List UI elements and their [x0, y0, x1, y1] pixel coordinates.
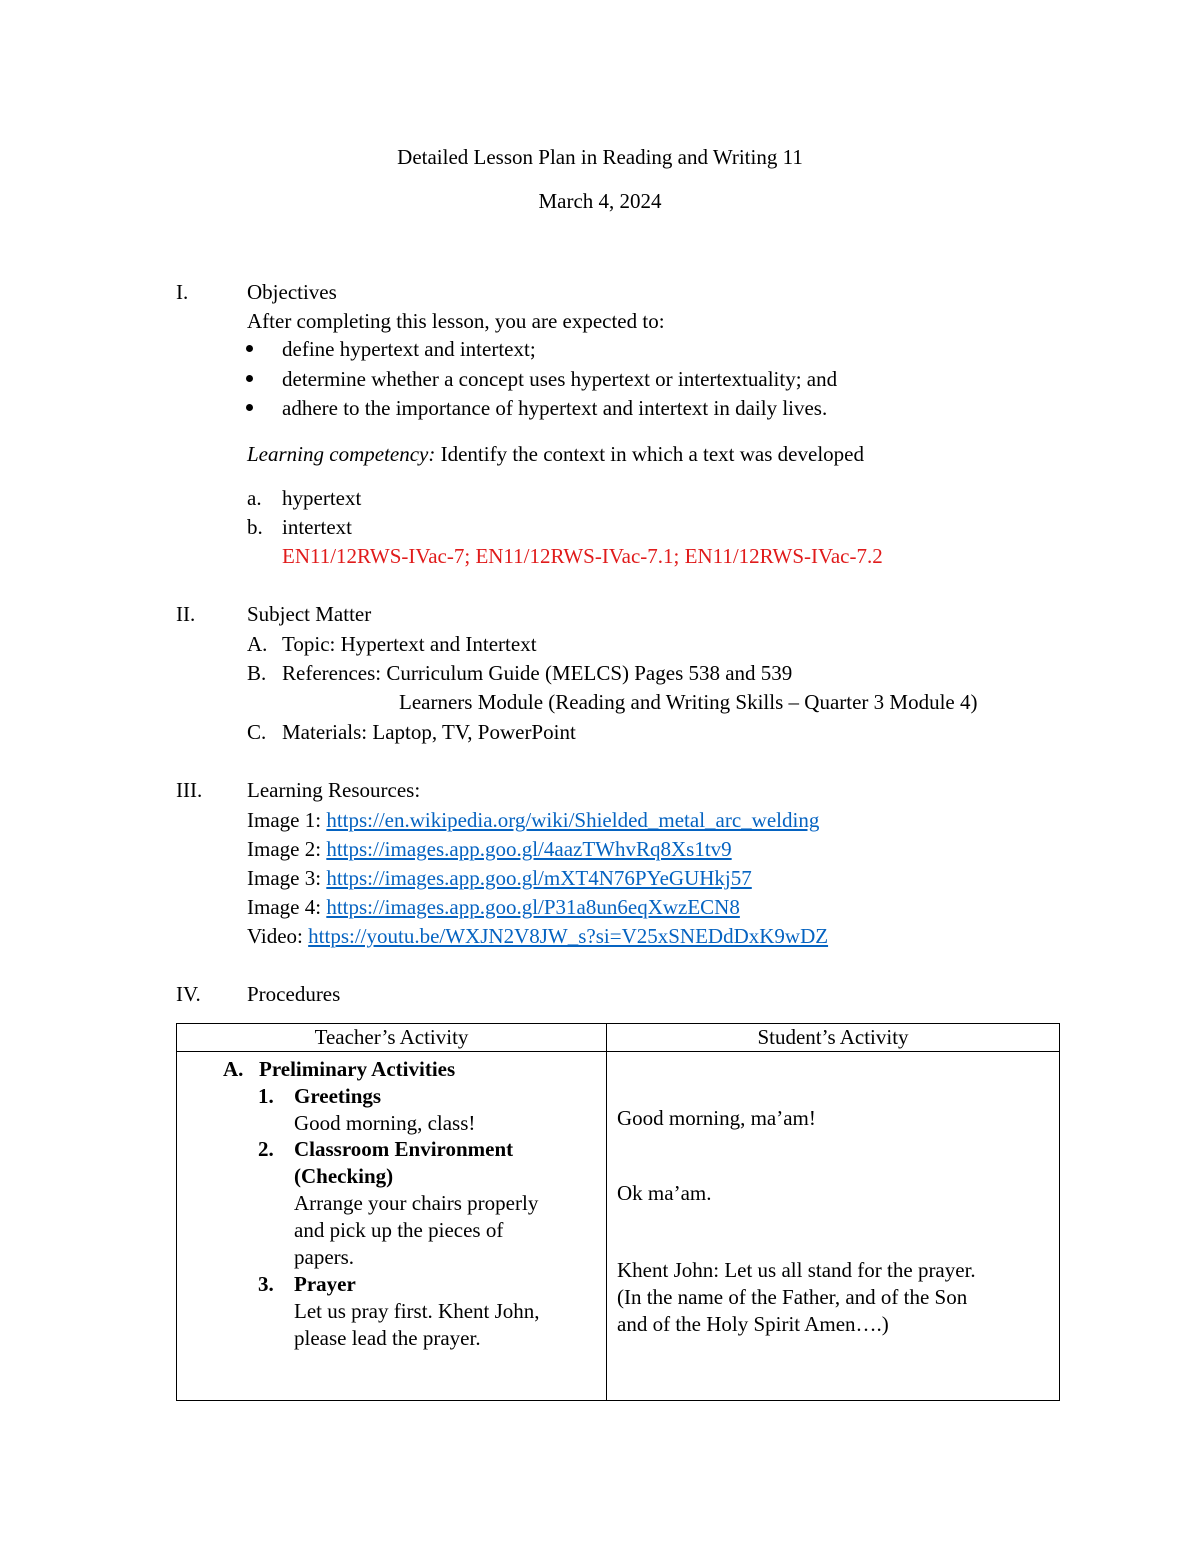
competency-item: hypertext — [282, 486, 362, 510]
resource-line — [247, 868, 752, 889]
resource-label: Video: — [247, 924, 309, 948]
subject-item: Materials: Laptop, TV, PowerPoint — [282, 720, 576, 744]
subject-item: Topic: Hypertext and Intertext — [282, 632, 537, 656]
resource-link[interactable]: https://youtu.be/WXJN2V8JW_s?si=V25xSNEDdDxK9wDZ — [308, 924, 829, 948]
objectives-intro: After completing this lesson, you are expected to: — [247, 309, 665, 333]
document-date: March 4, 2024 — [538, 189, 662, 213]
student-response: Good morning, ma’am! — [617, 1106, 816, 1130]
resource-label: Image 3: — [247, 866, 327, 890]
section-marker: A. — [223, 1057, 244, 1081]
teacher-activity-cell — [177, 1052, 607, 1401]
header-student-activity: Student’s Activity — [607, 1024, 1060, 1052]
step-number: 3. — [258, 1272, 274, 1296]
resource-line — [247, 897, 740, 918]
step-body: and pick up the pieces of — [294, 1218, 504, 1242]
student-activity-cell — [607, 1052, 1060, 1401]
objective-item: determine whether a concept uses hypertext or intertextuality; and — [282, 367, 838, 391]
subject-item-marker: B. — [247, 661, 267, 685]
step-body: Good morning, class! — [294, 1111, 476, 1135]
bullet-icon — [246, 345, 253, 352]
student-response: Khent John: Let us all stand for the prayer. — [617, 1258, 976, 1282]
step-body: Let us pray first. Khent John, — [294, 1299, 540, 1323]
competency-item: intertext — [282, 515, 352, 539]
student-response: and of the Holy Spirit Amen….) — [617, 1312, 889, 1336]
resource-line — [247, 926, 828, 947]
resource-line — [247, 810, 819, 831]
student-response: Ok ma’am. — [617, 1181, 712, 1205]
subject-item-continuation: Learners Module (Reading and Writing Skills – Quarter 3 Module 4) — [399, 690, 978, 714]
competency-item-marker: b. — [247, 515, 263, 539]
step-title: (Checking) — [294, 1164, 394, 1188]
competency-item-marker: a. — [247, 486, 262, 510]
section-numeral-subject-matter: II. — [176, 602, 196, 626]
section-heading-objectives: Objectives — [247, 280, 337, 304]
step-number: 2. — [258, 1137, 274, 1161]
resource-link[interactable]: https://images.app.goo.gl/4aazTWhvRq8Xs1tv9 — [326, 837, 732, 861]
student-response: (In the name of the Father, and of the Son — [617, 1285, 968, 1309]
objective-item: adhere to the importance of hypertext and intertext in daily lives. — [282, 396, 828, 420]
competency-text: Identify the context in which a text was developed — [435, 442, 864, 466]
competency-label: Learning competency: — [247, 442, 436, 466]
objective-item: define hypertext and intertext; — [282, 337, 536, 361]
bullet-icon — [246, 375, 253, 382]
header-teacher-activity: Teacher’s Activity — [177, 1024, 607, 1052]
section-title: Preliminary Activities — [259, 1057, 456, 1081]
table-header-row — [177, 1024, 1060, 1052]
step-body: papers. — [294, 1245, 355, 1269]
resource-label: Image 1: — [247, 808, 327, 832]
step-title: Classroom Environment — [294, 1137, 514, 1161]
subject-item-marker: A. — [247, 632, 268, 656]
resource-link[interactable]: https://en.wikipedia.org/wiki/Shielded_metal_arc_welding — [326, 808, 820, 832]
step-body: Arrange your chairs properly — [294, 1191, 539, 1215]
section-numeral-learning-resources: III. — [176, 778, 203, 802]
resource-line — [247, 839, 732, 860]
table-row — [177, 1052, 1060, 1401]
resource-label: Image 4: — [247, 895, 327, 919]
subject-item: References: Curriculum Guide (MELCS) Pages 538 and 539 — [282, 661, 793, 685]
step-title: Greetings — [294, 1084, 382, 1108]
step-number: 1. — [258, 1084, 274, 1108]
section-heading-subject-matter: Subject Matter — [247, 602, 372, 626]
document-title: Detailed Lesson Plan in Reading and Writing 11 — [397, 145, 803, 169]
subject-item-marker: C. — [247, 720, 267, 744]
resource-link[interactable]: https://images.app.goo.gl/P31a8un6eqXwzECN8 — [326, 895, 740, 919]
step-body: please lead the prayer. — [294, 1326, 481, 1350]
section-numeral-objectives: I. — [176, 280, 189, 304]
competency-codes: EN11/12RWS-IVac-7; EN11/12RWS-IVac-7.1; EN11/12RWS-IVac-7.2 — [282, 544, 883, 568]
section-heading-learning-resources: Learning Resources: — [247, 778, 421, 802]
procedures-table — [176, 1023, 1060, 1401]
section-heading-procedures: Procedures — [247, 982, 341, 1006]
resource-link[interactable]: https://images.app.goo.gl/mXT4N76PYeGUHkj57 — [326, 866, 752, 890]
learning-competency — [247, 444, 864, 465]
resource-label: Image 2: — [247, 837, 327, 861]
section-numeral-procedures: IV. — [176, 982, 201, 1006]
bullet-icon — [246, 404, 253, 411]
step-title: Prayer — [294, 1272, 356, 1296]
